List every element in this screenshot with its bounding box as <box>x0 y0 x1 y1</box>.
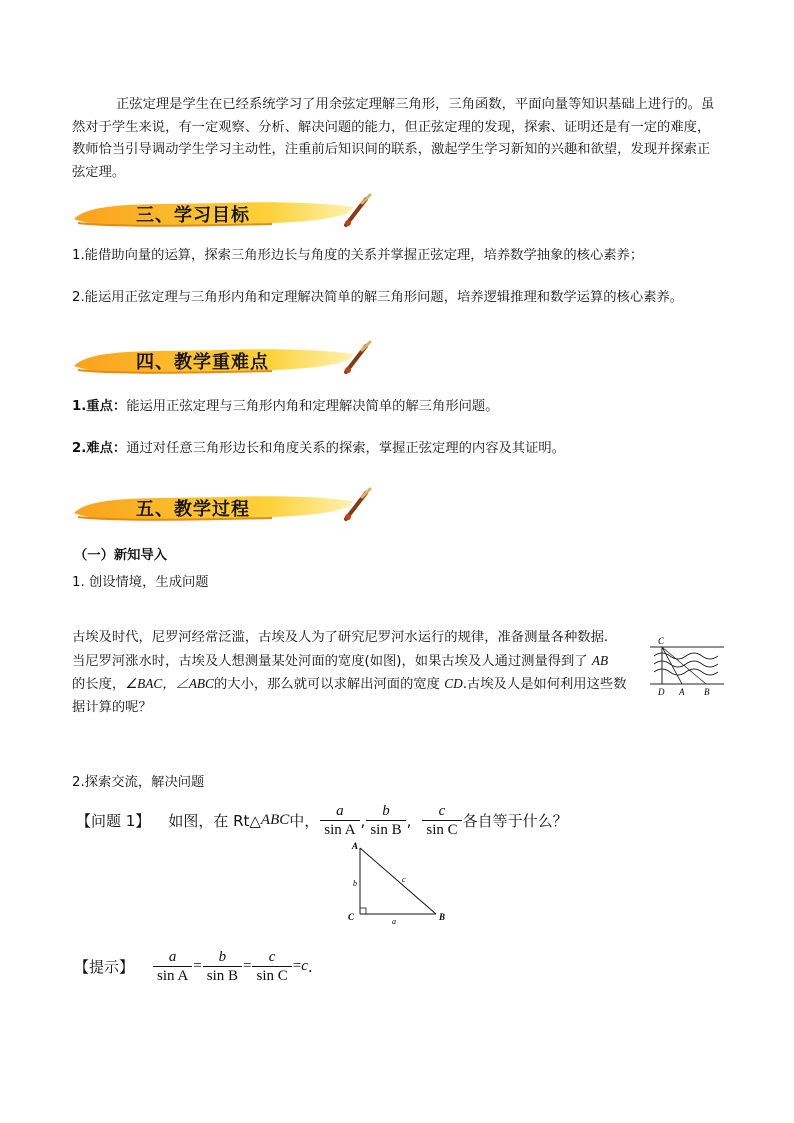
fraction-c-over-sinC: $\frac{c}{\text{sin C}}$ <box>422 802 461 839</box>
banner-title: 四、教学重难点 <box>136 352 269 373</box>
question-abc: ABC <box>260 812 290 828</box>
section-banner-goals <box>72 197 372 231</box>
section-banner-difficulty <box>72 344 372 378</box>
river-label-c: C <box>658 636 665 646</box>
fraction-b-over-sinB: $\frac{b}{\text{sin B}}$ <box>366 802 405 839</box>
hint-label: 【提示】 <box>74 958 135 976</box>
hard-point-text: 通过对任意三角形边长和角度关系的探索，掌握正弦定理的内容及其证明。 <box>126 441 565 456</box>
river-label-a: A <box>679 687 685 697</box>
banner-title: 三、学习目标 <box>136 205 250 226</box>
story-line: 古埃及时代，尼罗河经常泛滥，古埃及人为了研究尼罗河水运行的规律，准备测量各种数据. <box>72 630 609 645</box>
hint-fraction-c: $\frac{c}{\text{sin C}}$ <box>252 948 291 985</box>
brush-icon <box>340 193 374 231</box>
triangle-side-c: c <box>402 875 406 884</box>
intro-paragraph: 正弦定理是学生在已经系统学习了用余弦定理解三角形，三角函数，平面向量等知识基础上进行的。虽然对于学生来说，有一定观察、分析、解决问题的能力，但正弦定理的发现，探索、证明还是有一定的难度，教师恰当引导调动学生学习主动性，注重前后知识间的联系，激起学生学习新知的兴趣和欲望，发现并探索正弦定理。 <box>72 97 715 180</box>
river-label-b: B <box>704 687 710 697</box>
triangle-label-A: A <box>352 841 359 851</box>
key-point-text: 能运用正弦定理与三角形内角和定理解决简单的解三角形问题。 <box>126 399 499 414</box>
story-paragraph <box>72 627 642 719</box>
goal-item-1: 1.能借助向量的运算，探索三角形边长与角度的关系并掌握正弦定理，培养数学抽象的核心素养； <box>72 248 644 263</box>
key-point <box>72 396 732 419</box>
river-label-d: D <box>658 687 665 697</box>
step-1-heading: 1. 创设情境，生成问题 <box>72 575 209 590</box>
hint-fraction-b: $\frac{b}{\text{sin B}}$ <box>203 948 242 985</box>
brush-icon <box>340 340 374 378</box>
question-label: 【问题 1】 <box>76 812 151 830</box>
question-pre: 如图，在 Rt△ <box>168 812 261 830</box>
hint-result: c <box>301 958 308 974</box>
question-1: 【问题 1】 如图，在 Rt△ ABC 中， $\frac{a}{\text{sin A}}$ , $\frac{b}{\text{sin B}}$ , $\frac{c}{\text{sin C}}$ 各自等于什么？ <box>76 803 568 838</box>
right-triangle-figure <box>340 838 460 928</box>
triangle-label-B: B <box>439 912 446 922</box>
section-banner-process <box>72 491 372 525</box>
goal-item-2: 2.能运用正弦定理与三角形内角和定理解决简单的解三角形问题，培养逻辑推理和数学运算的核心素养。 <box>72 290 684 305</box>
brush-icon <box>340 487 374 525</box>
hard-point-label: 2.难点： <box>72 441 127 456</box>
story-line: 据计算的呢？ <box>72 699 152 715</box>
river-figure <box>648 634 728 698</box>
triangle-label-C: C <box>348 912 355 922</box>
triangle-side-b: b <box>353 879 357 888</box>
story-line: 当尼罗河涨水时，古埃及人想测量某处河面的宽度(如图)，如果古埃及人通过测量得到了 AB <box>72 652 609 669</box>
hint: 【提示】 $\frac{a}{\text{sin A}}$ = $\frac{b}{\text{sin B}}$ = $\frac{c}{\text{sin C}}$ = c . <box>74 949 313 984</box>
triangle-side-a: a <box>392 917 396 926</box>
question-post: 各自等于什么？ <box>462 812 568 830</box>
hint-fraction-a: $\frac{a}{\text{sin A}}$ <box>153 948 192 985</box>
banner-title: 五、教学过程 <box>136 499 250 520</box>
sub-heading: （一）新知导入 <box>74 548 168 563</box>
step-2-heading: 2.探索交流，解决问题 <box>72 775 205 790</box>
story-line: 的长度，∠BAC，∠ABC的大小，那么就可以求解出河面的宽度 CD.古埃及人是如何利用这些数 <box>72 676 627 692</box>
key-point-label: 1.重点： <box>72 399 127 414</box>
fraction-a-over-sinA: $\frac{a}{\text{sin A}}$ <box>320 802 359 839</box>
hard-point <box>72 438 732 461</box>
question-mid: 中， <box>289 812 320 830</box>
